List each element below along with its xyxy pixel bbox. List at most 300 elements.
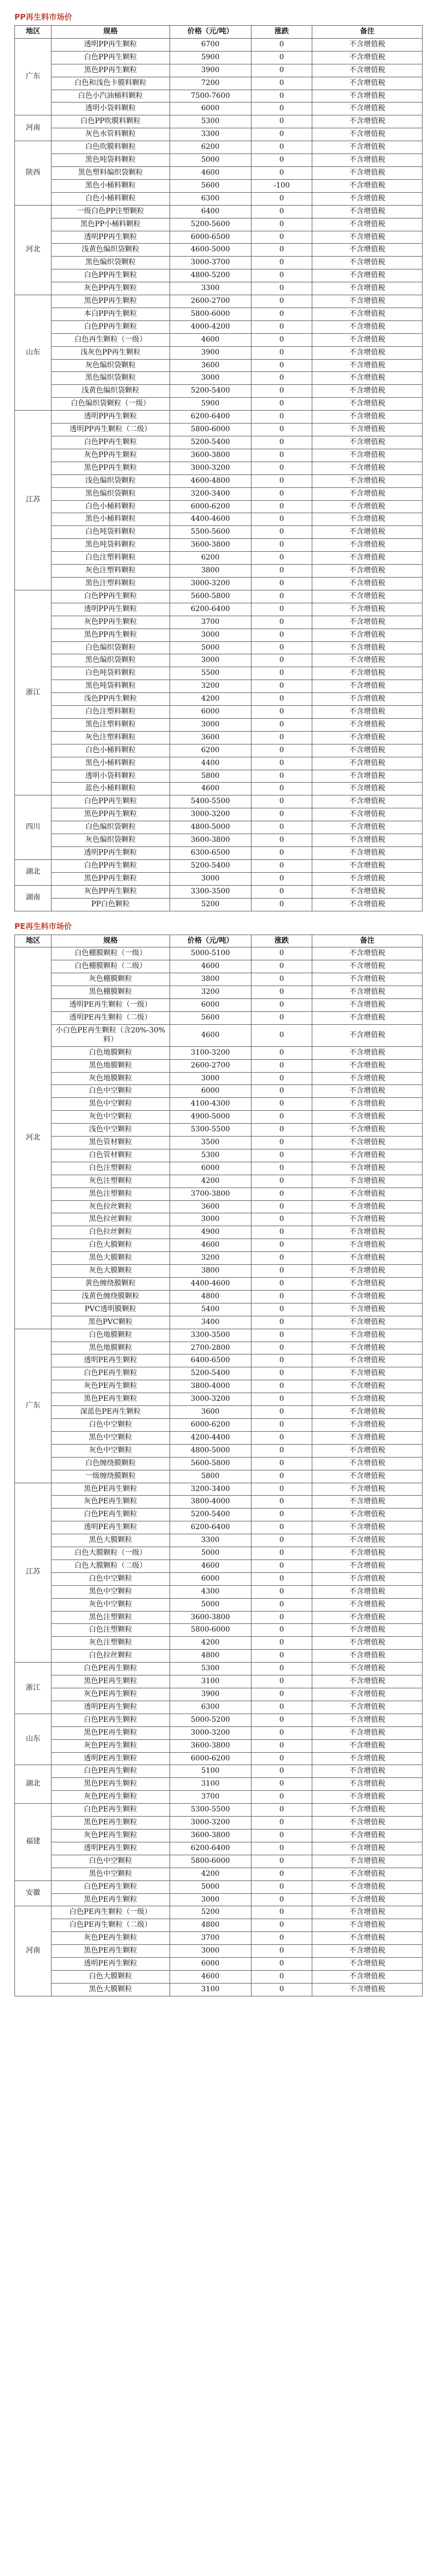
- spec-cell: 灰色水管料颗粒: [52, 128, 170, 141]
- header-spec: 规格: [52, 26, 170, 39]
- price-cell: 3700: [170, 616, 251, 629]
- table-row: [15, 1585, 423, 1598]
- table-row: [15, 103, 423, 115]
- note-cell: 不含增值税: [312, 973, 423, 986]
- change-cell: 0: [251, 474, 312, 487]
- price-cell: 6700: [170, 38, 251, 51]
- spec-cell: 白色PE再生颗粒: [52, 1714, 170, 1726]
- spec-cell: 白色地膜颗粒: [52, 1329, 170, 1342]
- header-note: 备注: [312, 26, 423, 39]
- note-cell: 不含增值税: [312, 526, 423, 539]
- table-row: [15, 1919, 423, 1932]
- change-cell: 0: [251, 718, 312, 731]
- spec-cell: 白色棚膜颗粒（二级）: [52, 960, 170, 973]
- price-cell: 4900-5000: [170, 1111, 251, 1124]
- price-cell: 5800-6000: [170, 308, 251, 320]
- spec-cell: 黑色编织袋颗粒: [52, 654, 170, 667]
- region-cell: 广东: [15, 38, 52, 115]
- price-cell: 5000-5200: [170, 1714, 251, 1726]
- table-row: [15, 244, 423, 257]
- table-row: [15, 847, 423, 860]
- price-cell: 5900: [170, 398, 251, 411]
- note-cell: 不含增值税: [312, 1124, 423, 1137]
- table-row: [15, 770, 423, 783]
- change-cell: 0: [251, 1791, 312, 1804]
- price-cell: 3200-3400: [170, 1483, 251, 1496]
- table-row: [15, 616, 423, 629]
- table-row: [15, 1534, 423, 1547]
- note-cell: 不含增值税: [312, 218, 423, 231]
- spec-cell: 黑色PP再生颗粒: [52, 462, 170, 474]
- table-row: [15, 1085, 423, 1098]
- spec-cell: 灰色地膜颗粒: [52, 1072, 170, 1085]
- table-row: [15, 744, 423, 757]
- spec-cell: 白色中空颗粒: [52, 1572, 170, 1585]
- note-cell: 不含增值税: [312, 1765, 423, 1778]
- table-row: [15, 1149, 423, 1162]
- change-cell: 0: [251, 1342, 312, 1354]
- price-cell: 7200: [170, 77, 251, 90]
- note-cell: 不含增值税: [312, 1842, 423, 1855]
- note-cell: 不含增值税: [312, 986, 423, 999]
- price-cell: 3500: [170, 1137, 251, 1149]
- spec-cell: 透明PP再生颗粒: [52, 847, 170, 860]
- spec-cell: 黑色吨袋料颗粒: [52, 680, 170, 693]
- region-cell: 山东: [15, 295, 52, 411]
- change-cell: 0: [251, 1650, 312, 1663]
- price-cell: 4600: [170, 166, 251, 179]
- spec-cell: 灰色棚膜颗粒: [52, 973, 170, 986]
- price-cell: 3000: [170, 654, 251, 667]
- spec-cell: PP白色颗粒: [52, 898, 170, 911]
- change-cell: 0: [251, 947, 312, 960]
- note-cell: 不含增值税: [312, 1534, 423, 1547]
- spec-cell: 白色小汽油桶料颗粒: [52, 90, 170, 103]
- spec-cell: 透明PE再生颗粒（二级）: [52, 1011, 170, 1024]
- spec-cell: 白色中空颗粒: [52, 1855, 170, 1868]
- change-cell: 0: [251, 423, 312, 436]
- table-row: [15, 1547, 423, 1560]
- section-gap: [14, 911, 423, 917]
- change-cell: 0: [251, 999, 312, 1012]
- note-cell: 不含增值税: [312, 1011, 423, 1024]
- spec-cell: 白色拉丝颗粒: [52, 1650, 170, 1663]
- spec-cell: 白色编织袋颗粒: [52, 641, 170, 654]
- change-cell: 0: [251, 449, 312, 462]
- table-row: [15, 1509, 423, 1521]
- note-cell: 不含增值税: [312, 1470, 423, 1483]
- header-price: 价格（元/吨）: [170, 26, 251, 39]
- price-cell: 5300: [170, 1663, 251, 1675]
- header-spec: 规格: [52, 935, 170, 947]
- spec-cell: 透明PE再生颗粒: [52, 1958, 170, 1971]
- table-row: [15, 1496, 423, 1509]
- table-row: [15, 590, 423, 603]
- spec-cell: 白色大膜颗粒: [52, 1239, 170, 1252]
- spec-cell: 白色地膜颗粒: [52, 1046, 170, 1059]
- table-row: [15, 1521, 423, 1534]
- price-cell: 5200-5400: [170, 1509, 251, 1521]
- note-cell: 不含增值税: [312, 398, 423, 411]
- price-cell: 6000-6200: [170, 1418, 251, 1431]
- note-cell: 不含增值税: [312, 1611, 423, 1624]
- spec-cell: 透明PE再生颗粒: [52, 1521, 170, 1534]
- note-cell: 不含增值税: [312, 1483, 423, 1496]
- change-cell: 0: [251, 436, 312, 449]
- price-cell: 5200: [170, 1906, 251, 1919]
- spec-cell: 白色小桶料颗粒: [52, 192, 170, 205]
- note-cell: 不含增值税: [312, 141, 423, 154]
- spec-cell: 黑色PE再生颗粒: [52, 1483, 170, 1496]
- note-cell: 不含增值税: [312, 1804, 423, 1817]
- change-cell: 0: [251, 1470, 312, 1483]
- table-row: [15, 269, 423, 282]
- note-cell: 不含增值税: [312, 1303, 423, 1316]
- price-cell: 6000: [170, 103, 251, 115]
- price-cell: 3100-3200: [170, 1046, 251, 1059]
- region-cell: 陕西: [15, 141, 52, 206]
- price-cell: 4200: [170, 1637, 251, 1650]
- change-cell: 0: [251, 1418, 312, 1431]
- change-cell: 0: [251, 1509, 312, 1521]
- spec-cell: 白色PP再生颗粒: [52, 51, 170, 64]
- table-row: [15, 1611, 423, 1624]
- note-cell: 不含增值税: [312, 38, 423, 51]
- change-cell: 0: [251, 1880, 312, 1893]
- table-row: [15, 205, 423, 218]
- spec-cell: 白色注塑料颗粒: [52, 706, 170, 719]
- change-cell: 0: [251, 1046, 312, 1059]
- price-cell: 3200: [170, 1252, 251, 1265]
- table-row: [15, 500, 423, 513]
- note-cell: 不含增值税: [312, 1637, 423, 1650]
- table-row: [15, 1726, 423, 1739]
- table-row: [15, 1778, 423, 1791]
- note-cell: 不含增值税: [312, 449, 423, 462]
- spec-cell: 灰色中空颗粒: [52, 1598, 170, 1611]
- spec-cell: 白色PP再生颗粒: [52, 269, 170, 282]
- spec-cell: 白色再生颗粒（一级）: [52, 333, 170, 346]
- note-cell: 不含增值税: [312, 1367, 423, 1380]
- spec-cell: 黑色注塑料颗粒: [52, 718, 170, 731]
- change-cell: 0: [251, 1637, 312, 1650]
- table-row: [15, 1765, 423, 1778]
- spec-cell: 白色吨袋料颗粒: [52, 667, 170, 680]
- price-cell: 3000-3200: [170, 1726, 251, 1739]
- sections-container: [14, 11, 423, 1996]
- table-row: [15, 1213, 423, 1226]
- price-cell: 3600-3800: [170, 834, 251, 847]
- note-cell: 不含增值税: [312, 757, 423, 770]
- price-cell: 5200-5400: [170, 1367, 251, 1380]
- spec-cell: 黑色吨袋料颗粒: [52, 539, 170, 552]
- change-cell: 0: [251, 1111, 312, 1124]
- spec-cell: 灰色注塑料颗粒: [52, 731, 170, 744]
- price-cell: 6300: [170, 1701, 251, 1714]
- table-row: [15, 1188, 423, 1200]
- table-row: [15, 154, 423, 167]
- change-cell: 0: [251, 1149, 312, 1162]
- note-cell: 不含增值税: [312, 539, 423, 552]
- spec-cell: 灰色PE再生颗粒: [52, 1791, 170, 1804]
- change-cell: 0: [251, 641, 312, 654]
- change-cell: 0: [251, 333, 312, 346]
- change-cell: 0: [251, 1303, 312, 1316]
- note-cell: 不含增值税: [312, 1046, 423, 1059]
- spec-cell: 一级缠绕膜颗粒: [52, 1470, 170, 1483]
- spec-cell: 黑色中空颗粒: [52, 1431, 170, 1444]
- change-cell: 0: [251, 346, 312, 359]
- change-cell: 0: [251, 1842, 312, 1855]
- price-cell: 7500-7600: [170, 90, 251, 103]
- change-cell: 0: [251, 1175, 312, 1188]
- price-cell: 6200: [170, 141, 251, 154]
- change-cell: 0: [251, 1059, 312, 1072]
- note-cell: 不含增值税: [312, 1200, 423, 1213]
- spec-cell: 白色PE再生颗粒（一级）: [52, 1906, 170, 1919]
- spec-cell: 白色PP再生颗粒: [52, 320, 170, 333]
- table-row: [15, 821, 423, 834]
- change-cell: 0: [251, 359, 312, 372]
- change-cell: 0: [251, 565, 312, 578]
- table-row: [15, 411, 423, 423]
- price-cell: 2600-2700: [170, 295, 251, 308]
- note-cell: 不含增值税: [312, 295, 423, 308]
- region-cell: 江苏: [15, 411, 52, 590]
- price-cell: 5300-5500: [170, 1804, 251, 1817]
- note-cell: 不含增值税: [312, 257, 423, 269]
- note-cell: 不含增值税: [312, 680, 423, 693]
- spec-cell: 白色PE再生颗粒: [52, 1509, 170, 1521]
- price-cell: 5800-6000: [170, 423, 251, 436]
- price-cell: 4600-4800: [170, 474, 251, 487]
- note-cell: 不含增值税: [312, 718, 423, 731]
- change-cell: 0: [251, 141, 312, 154]
- spec-cell: 白色注塑料颗粒: [52, 552, 170, 565]
- spec-cell: 白色PE再生颗粒: [52, 1880, 170, 1893]
- spec-cell: 黑色PP再生颗粒: [52, 872, 170, 885]
- spec-cell: 黑色PP再生颗粒: [52, 295, 170, 308]
- price-cell: 5300: [170, 1149, 251, 1162]
- spec-cell: 白色PP再生颗粒: [52, 436, 170, 449]
- table-row: [15, 346, 423, 359]
- price-table: [14, 935, 423, 1996]
- table-row: [15, 1011, 423, 1024]
- table-row: [15, 947, 423, 960]
- change-cell: 0: [251, 539, 312, 552]
- spec-cell: 黄色缠绕膜颗粒: [52, 1278, 170, 1291]
- spec-cell: 白色PE再生颗粒（二级）: [52, 1919, 170, 1932]
- price-cell: 3200: [170, 986, 251, 999]
- table-row: [15, 449, 423, 462]
- price-cell: 5000: [170, 1880, 251, 1893]
- table-row: [15, 192, 423, 205]
- note-cell: 不含增值税: [312, 346, 423, 359]
- table-row: [15, 115, 423, 128]
- change-cell: 0: [251, 770, 312, 783]
- table-row: [15, 872, 423, 885]
- note-cell: 不含增值税: [312, 179, 423, 192]
- table-row: [15, 1752, 423, 1765]
- note-cell: 不含增值税: [312, 654, 423, 667]
- price-cell: 3300-3500: [170, 885, 251, 898]
- table-row: [15, 1239, 423, 1252]
- spec-cell: 黑色塑料编织袋颗粒: [52, 166, 170, 179]
- note-cell: 不含增值税: [312, 1111, 423, 1124]
- note-cell: 不含增值税: [312, 192, 423, 205]
- spec-cell: 白色管材颗粒: [52, 1149, 170, 1162]
- price-cell: 3100: [170, 1778, 251, 1791]
- change-cell: 0: [251, 166, 312, 179]
- note-cell: 不含增值税: [312, 474, 423, 487]
- table-row: [15, 629, 423, 641]
- table-row: [15, 179, 423, 192]
- price-cell: 4300: [170, 1585, 251, 1598]
- note-cell: 不含增值税: [312, 770, 423, 783]
- spec-cell: 黑色中空颗粒: [52, 1098, 170, 1111]
- price-cell: 3600-3800: [170, 1611, 251, 1624]
- note-cell: 不含增值税: [312, 1906, 423, 1919]
- price-cell: 3000-3200: [170, 462, 251, 474]
- table-row: [15, 1431, 423, 1444]
- spec-cell: 浅色中空颗粒: [52, 1124, 170, 1137]
- table-row: [15, 38, 423, 51]
- note-cell: 不含增值税: [312, 603, 423, 616]
- table-row: [15, 1265, 423, 1278]
- note-cell: 不含增值税: [312, 1098, 423, 1111]
- price-cell: 6000: [170, 1162, 251, 1175]
- table-row: [15, 526, 423, 539]
- price-cell: 6000: [170, 999, 251, 1012]
- table-row: [15, 1137, 423, 1149]
- table-row: [15, 1804, 423, 1817]
- note-cell: 不含增值税: [312, 1162, 423, 1175]
- table-row: [15, 1098, 423, 1111]
- spec-cell: 透明PP再生颗粒: [52, 411, 170, 423]
- price-cell: 5500: [170, 667, 251, 680]
- note-cell: 不含增值税: [312, 693, 423, 706]
- table-row: [15, 1354, 423, 1367]
- note-cell: 不含增值税: [312, 1688, 423, 1701]
- change-cell: 0: [251, 500, 312, 513]
- change-cell: 0: [251, 1024, 312, 1046]
- table-row: [15, 539, 423, 552]
- change-cell: 0: [251, 1688, 312, 1701]
- note-cell: 不含增值税: [312, 999, 423, 1012]
- price-cell: 6200-6400: [170, 411, 251, 423]
- spec-cell: 灰色注塑料颗粒: [52, 565, 170, 578]
- table-row: [15, 1303, 423, 1316]
- spec-cell: 灰色PE再生颗粒: [52, 1496, 170, 1509]
- spec-cell: 透明PP再生颗粒（二级）: [52, 423, 170, 436]
- spec-cell: 灰色注塑颗粒: [52, 1637, 170, 1650]
- spec-cell: 黑色小桶料颗粒: [52, 513, 170, 526]
- table-row: [15, 474, 423, 487]
- table-row: [15, 808, 423, 821]
- table-row: [15, 1252, 423, 1265]
- change-cell: 0: [251, 808, 312, 821]
- table-row: [15, 999, 423, 1012]
- table-row: [15, 885, 423, 898]
- table-row: [15, 1278, 423, 1291]
- price-cell: 3000-3200: [170, 577, 251, 590]
- note-cell: 不含增值税: [312, 90, 423, 103]
- note-cell: 不含增值税: [312, 616, 423, 629]
- note-cell: 不含增值税: [312, 205, 423, 218]
- note-cell: 不含增值税: [312, 1598, 423, 1611]
- price-cell: 3000-3200: [170, 1393, 251, 1406]
- note-cell: 不含增值税: [312, 1547, 423, 1560]
- table-row: [15, 1418, 423, 1431]
- note-cell: 不含增值税: [312, 115, 423, 128]
- price-cell: 2700-2800: [170, 1342, 251, 1354]
- price-cell: 5800: [170, 1470, 251, 1483]
- price-cell: 6000-6200: [170, 500, 251, 513]
- change-cell: 0: [251, 986, 312, 999]
- spec-cell: 黑色PE再生颗粒: [52, 1393, 170, 1406]
- note-cell: 不含增值税: [312, 1290, 423, 1303]
- table-row: [15, 1970, 423, 1983]
- table-row: [15, 1483, 423, 1496]
- note-cell: 不含增值税: [312, 706, 423, 719]
- header-price: 价格（元/吨）: [170, 935, 251, 947]
- table-row: [15, 64, 423, 77]
- price-cell: 4100-4300: [170, 1098, 251, 1111]
- price-cell: 5400: [170, 1303, 251, 1316]
- table-row: [15, 577, 423, 590]
- price-cell: 5600: [170, 179, 251, 192]
- change-cell: 0: [251, 1714, 312, 1726]
- price-cell: 4200: [170, 1868, 251, 1880]
- note-cell: 不含增值税: [312, 154, 423, 167]
- note-cell: 不含增值税: [312, 1521, 423, 1534]
- change-cell: 0: [251, 244, 312, 257]
- change-cell: 0: [251, 398, 312, 411]
- change-cell: 0: [251, 693, 312, 706]
- note-cell: 不含增值税: [312, 731, 423, 744]
- price-cell: 4600: [170, 333, 251, 346]
- change-cell: 0: [251, 1547, 312, 1560]
- table-row: [15, 1958, 423, 1971]
- note-cell: 不含增值税: [312, 1072, 423, 1085]
- change-cell: 0: [251, 1868, 312, 1880]
- price-cell: 6300: [170, 192, 251, 205]
- note-cell: 不含增值税: [312, 1059, 423, 1072]
- spec-cell: 黑色注塑料颗粒: [52, 577, 170, 590]
- change-cell: 0: [251, 1560, 312, 1572]
- region-cell: 福建: [15, 1804, 52, 1880]
- change-cell: 0: [251, 847, 312, 860]
- change-cell: 0: [251, 513, 312, 526]
- price-cell: 6200-6400: [170, 603, 251, 616]
- note-cell: 不含增值税: [312, 744, 423, 757]
- table-row: [15, 385, 423, 398]
- price-cell: 6000-6200: [170, 1752, 251, 1765]
- spec-cell: 白色注塑颗粒: [52, 1162, 170, 1175]
- price-cell: 5000-5100: [170, 947, 251, 960]
- change-cell: 0: [251, 783, 312, 795]
- price-cell: 5000: [170, 641, 251, 654]
- change-cell: 0: [251, 282, 312, 295]
- change-cell: 0: [251, 1945, 312, 1958]
- change-cell: 0: [251, 1675, 312, 1688]
- note-cell: 不含增值税: [312, 1213, 423, 1226]
- spec-cell: 白色棚膜颗粒（一级）: [52, 947, 170, 960]
- price-cell: 3300: [170, 282, 251, 295]
- change-cell: 0: [251, 1572, 312, 1585]
- note-cell: 不含增值税: [312, 385, 423, 398]
- price-cell: 3000-3200: [170, 1817, 251, 1829]
